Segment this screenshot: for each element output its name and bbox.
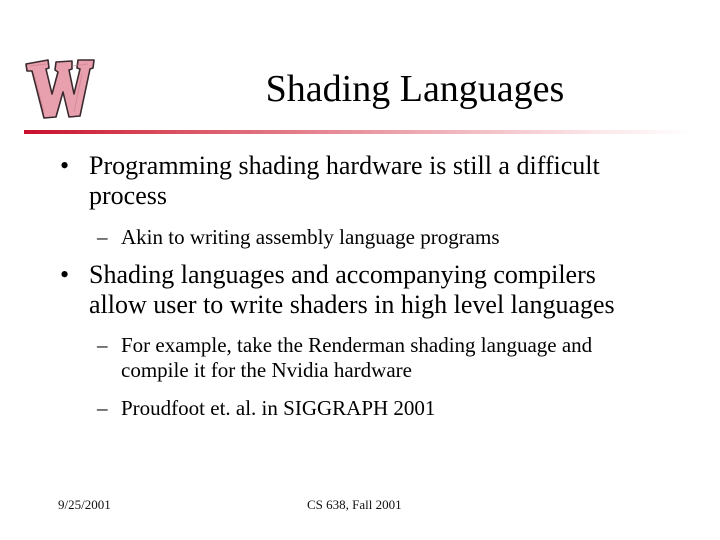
footer-course: CS 638, Fall 2001	[307, 497, 402, 512]
bullet-text-line: Programming shading hardware is still a difficult	[89, 151, 600, 180]
bullet-text-line: process	[89, 181, 167, 210]
sub-bullet-item	[97, 225, 500, 250]
slide-title: Shading Languages	[265, 68, 565, 110]
dash-glyph: –	[97, 225, 108, 249]
bullet-glyph: •	[60, 260, 70, 289]
dash-glyph: –	[97, 396, 108, 420]
dash-glyph: –	[97, 333, 108, 357]
bullet-text-line: allow user to write shaders in high level languages	[89, 290, 615, 319]
bullet-item	[60, 260, 615, 320]
sub-bullet-item	[97, 396, 436, 421]
sub-bullet-text-line: Proudfoot et. al. in SIGGRAPH 2001	[121, 396, 436, 420]
wisconsin-w-logo-icon	[22, 52, 96, 124]
sub-bullet-item	[97, 333, 593, 383]
sub-bullet-text-line: For example, take the Renderman shading language and	[121, 333, 593, 357]
sub-bullet-text-line: compile it for the Nvidia hardware	[121, 358, 412, 382]
bullet-glyph: •	[60, 151, 70, 180]
bullet-text-line: Shading languages and accompanying compilers	[89, 260, 596, 289]
footer-date: 9/25/2001	[58, 497, 111, 512]
bullet-item	[60, 151, 600, 211]
sub-bullet-text-line: Akin to writing assembly language programs	[121, 225, 500, 249]
title-underline-rule	[24, 130, 696, 134]
